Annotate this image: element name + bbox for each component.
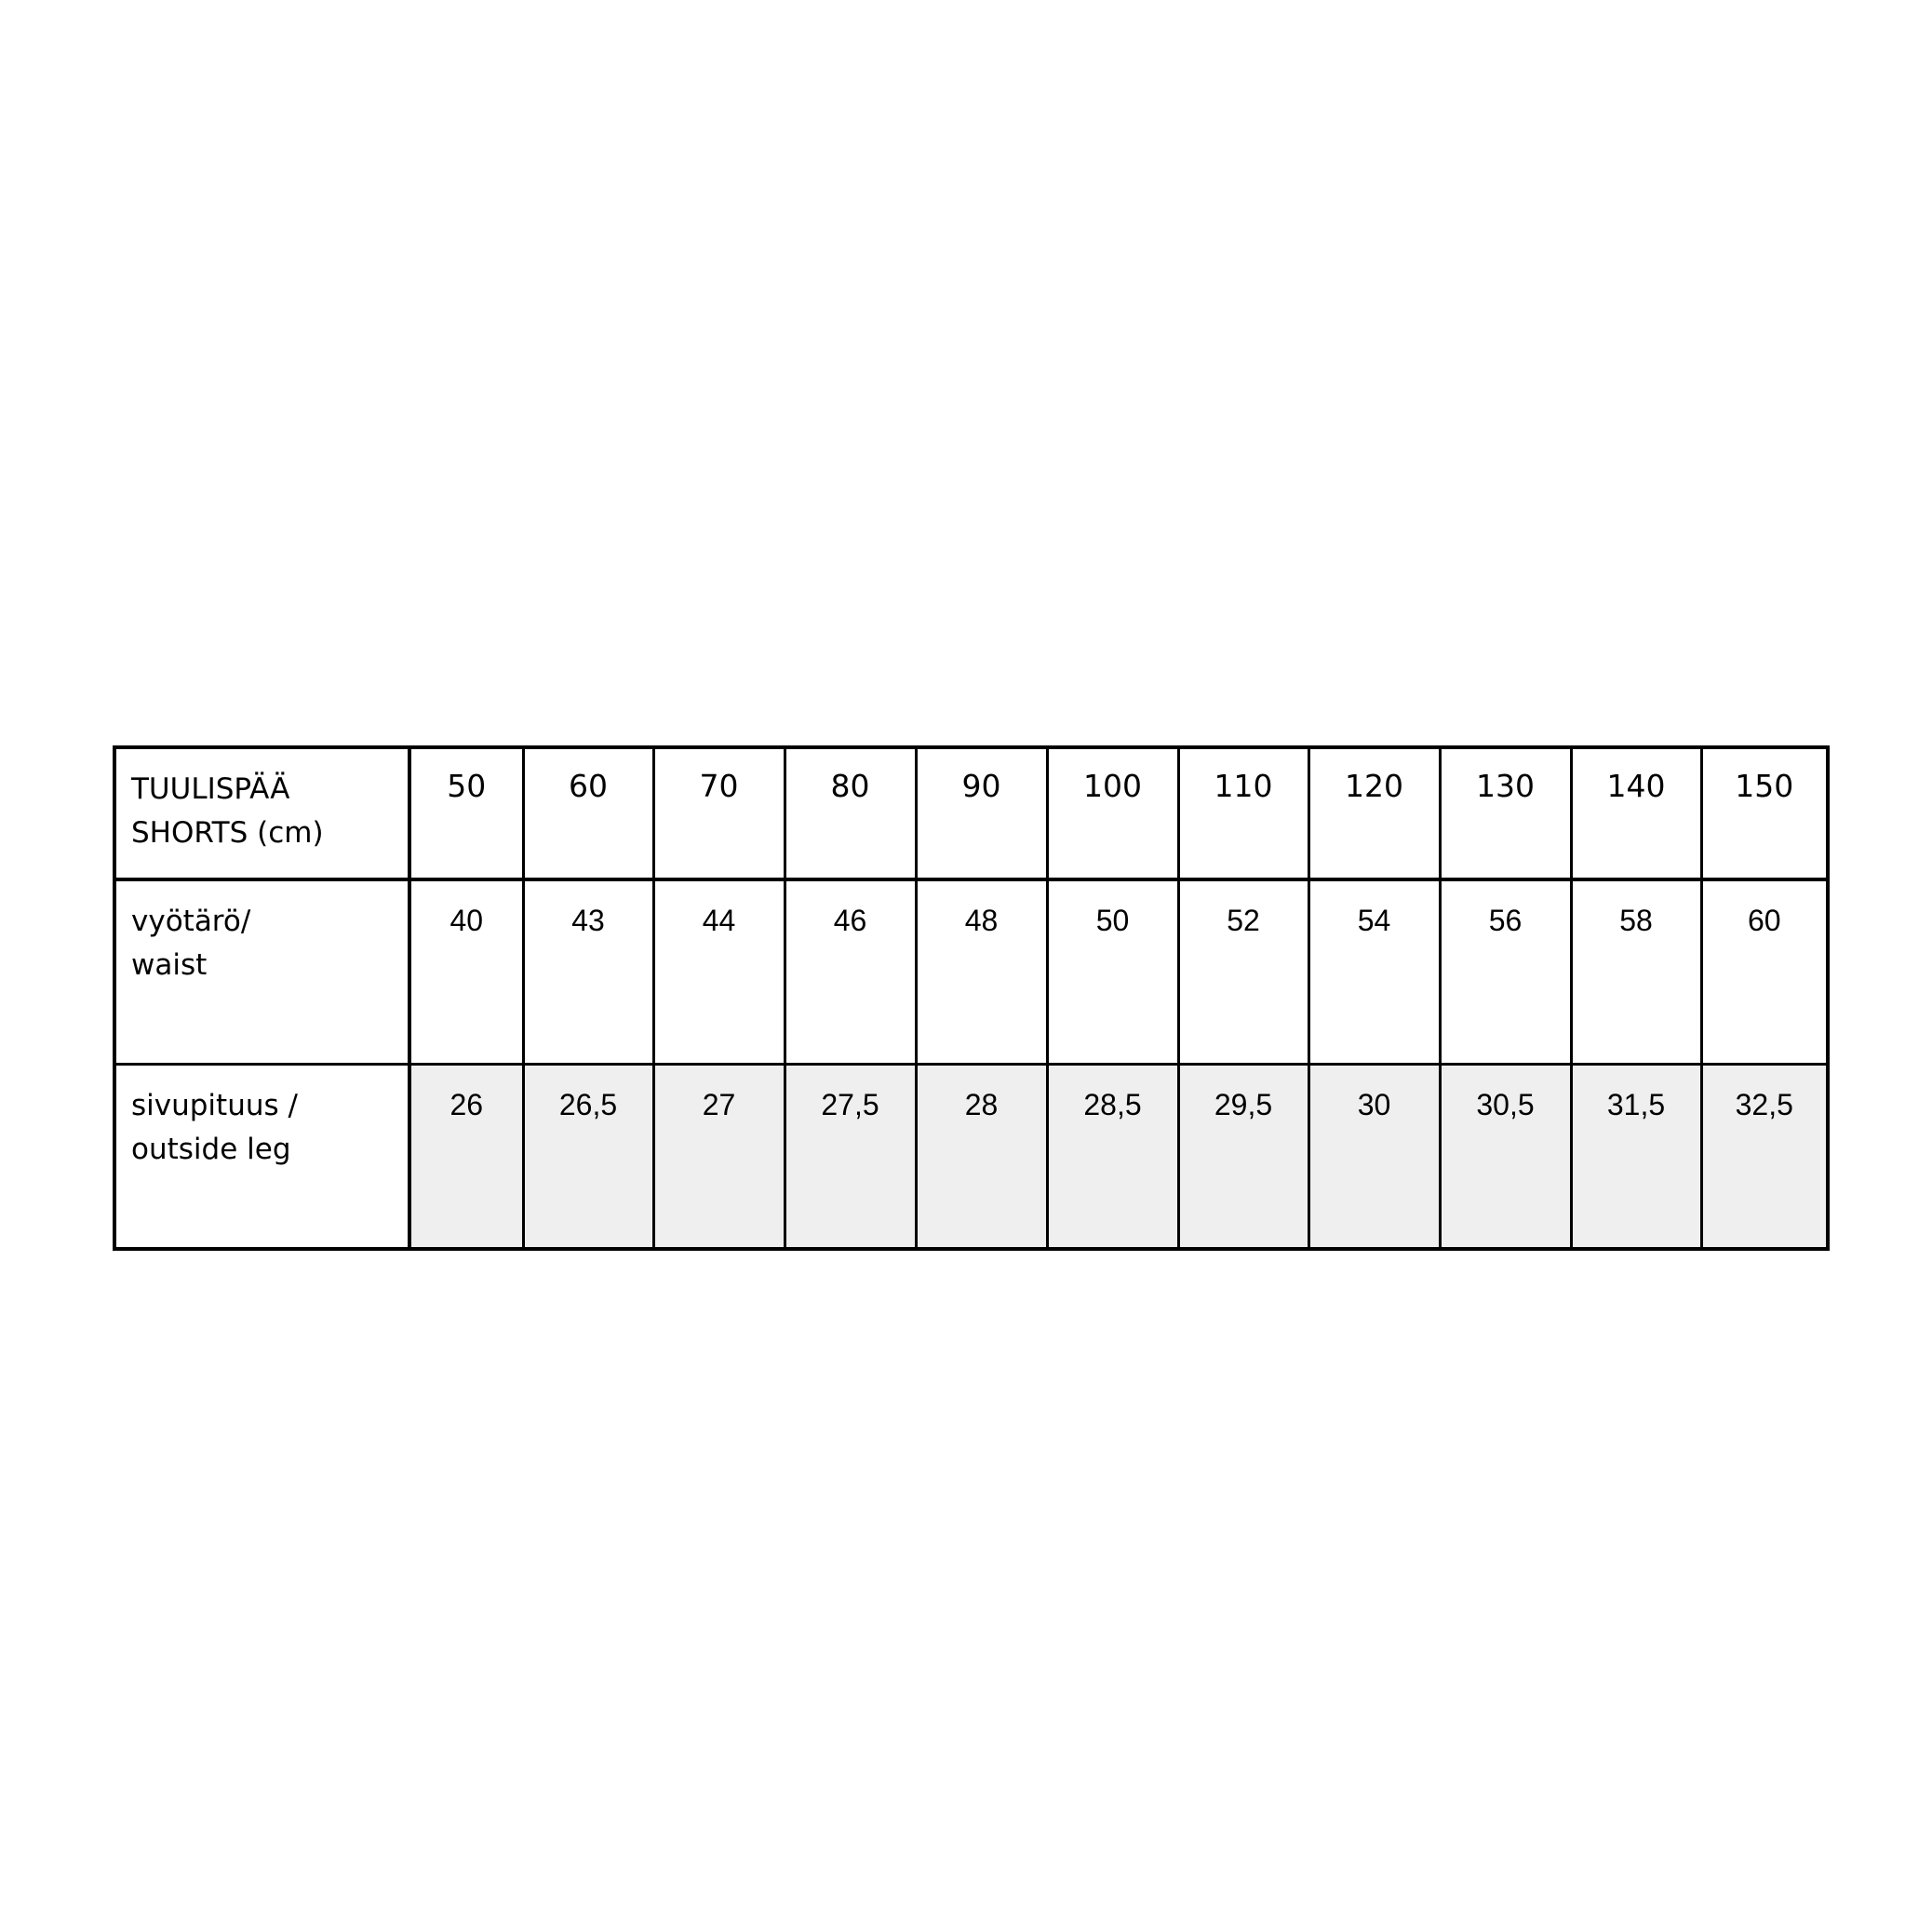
table-cell: 58 — [1571, 879, 1701, 1065]
table-cell: 32,5 — [1701, 1065, 1828, 1250]
row-label-line1: vyötärö/ — [131, 905, 251, 938]
size-header-cell: 150 — [1701, 747, 1828, 879]
table-cell: 26 — [409, 1065, 523, 1250]
table-row-waist — [114, 879, 1828, 1065]
size-header-cell: 100 — [1047, 747, 1178, 879]
size-header-cell: 80 — [785, 747, 916, 879]
table-cell: 44 — [653, 879, 785, 1065]
table-cell: 43 — [523, 879, 653, 1065]
size-header-cell: 60 — [523, 747, 653, 879]
table-cell: 30,5 — [1440, 1065, 1571, 1250]
table-cell: 56 — [1440, 879, 1571, 1065]
size-header-cell: 130 — [1440, 747, 1571, 879]
size-header-cell: 140 — [1571, 747, 1701, 879]
size-header-cell: 90 — [916, 747, 1047, 879]
table-cell: 29,5 — [1178, 1065, 1308, 1250]
table-cell: 50 — [1047, 879, 1178, 1065]
table-cell: 28,5 — [1047, 1065, 1178, 1250]
size-header-cell: 70 — [653, 747, 785, 879]
size-header-cell: 110 — [1178, 747, 1308, 879]
table-title-line1: TUULISPÄÄ — [131, 772, 290, 806]
row-label-outside-leg — [114, 1065, 409, 1250]
table-cell: 54 — [1308, 879, 1440, 1065]
row-label-line2: outside leg — [131, 1133, 291, 1166]
table-cell: 28 — [916, 1065, 1047, 1250]
row-label-line1: sivupituus / — [131, 1089, 298, 1122]
table-cell: 46 — [785, 879, 916, 1065]
table-cell: 52 — [1178, 879, 1308, 1065]
table-cell: 31,5 — [1571, 1065, 1701, 1250]
row-label-waist — [114, 879, 409, 1065]
table-row-outside-leg — [114, 1065, 1828, 1250]
size-header-cell: 120 — [1308, 747, 1440, 879]
row-label-line2: waist — [131, 948, 208, 982]
table-cell: 48 — [916, 879, 1047, 1065]
table-cell: 27,5 — [785, 1065, 916, 1250]
table-cell: 26,5 — [523, 1065, 653, 1250]
table-cell: 60 — [1701, 879, 1828, 1065]
table-title-cell — [114, 747, 409, 879]
table-header-row — [114, 747, 1828, 879]
size-header-cell: 50 — [409, 747, 523, 879]
table-cell: 27 — [653, 1065, 785, 1250]
table-cell: 40 — [409, 879, 523, 1065]
table-title-line2: SHORTS (cm) — [131, 816, 324, 850]
size-chart-table — [113, 745, 1830, 1251]
table-cell: 30 — [1308, 1065, 1440, 1250]
